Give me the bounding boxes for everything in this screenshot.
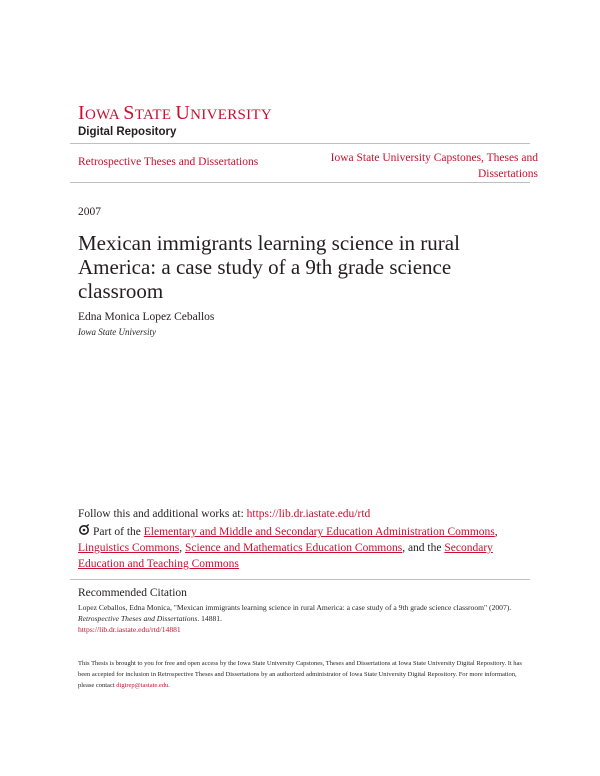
citation-url-link[interactable]: https://lib.dr.iastate.edu/rtd/14881: [78, 625, 181, 634]
commons-link-science-math-education[interactable]: Science and Mathematics Education Commons: [185, 542, 403, 554]
commons-link-education-administration[interactable]: Elementary and Middle and Secondary Education Administration Commons: [143, 526, 495, 538]
open-access-icon: [78, 524, 90, 536]
citation-body: [78, 602, 528, 635]
collection-link-retrospective[interactable]: Retrospective Theses and Dissertations: [78, 156, 259, 168]
logo-letter: S: [123, 102, 135, 124]
logo-smallcaps: NIVERSITY: [190, 107, 273, 123]
author-affiliation: Iowa State University: [78, 327, 156, 337]
follow-url-link[interactable]: https://lib.dr.iastate.edu/rtd: [246, 508, 371, 520]
follow-label: Follow this and additional works at:: [78, 508, 247, 520]
logo-letter: I: [78, 102, 85, 124]
footer-end: .: [168, 682, 170, 689]
contact-email-link[interactable]: digirep@iastate.edu: [116, 682, 169, 689]
header-bottom-divider: [70, 182, 530, 183]
publication-year: 2007: [78, 206, 101, 218]
citation-text-end: . 14881.: [197, 614, 222, 623]
citation-heading: Recommended Citation: [78, 587, 187, 599]
follow-line: [78, 508, 370, 520]
logo-smallcaps: OWA: [84, 107, 124, 123]
commons-link-secondary-education[interactable]: Secondary Education and Teaching Commons: [78, 542, 493, 570]
document-title: Mexican immigrants learning science in rural America: a case study of a 9th grade science classroom: [78, 231, 460, 303]
separator: ,: [494, 526, 498, 538]
logo-smallcaps: TATE: [134, 107, 176, 123]
header-top-divider: [70, 143, 530, 144]
collection-link-capstones[interactable]: Iowa State University Capstones, Theses and Dissertations: [330, 152, 538, 180]
part-of-commons: [78, 524, 498, 572]
iowa-state-logo[interactable]: [78, 103, 272, 139]
citation-divider: [70, 579, 530, 580]
author-name: Edna Monica Lopez Ceballos: [78, 311, 215, 323]
footer-text: This Thesis is brought to you for free and open access by the Iowa State University Capstones, Theses and Dissertations at Iowa State University Digital Repository. It has been accepted for inclusion in Retrospective Theses and Dissertations by an authorized administrator of Iowa State University Digital Repository. For more information, please contact: [78, 660, 522, 689]
separator: ,: [179, 542, 186, 554]
citation-series: Retrospective Theses and Dissertations: [78, 614, 198, 623]
logo-subtitle: Digital Repository: [78, 126, 177, 138]
citation-text: Lopez Ceballos, Edna Monica, "Mexican immigrants learning science in rural America: a case study of a 9th grade science classroom" (2007).: [78, 603, 512, 612]
part-of-prefix: Part of the: [93, 526, 144, 538]
logo-wordmark: [78, 103, 272, 125]
footer-notice: [78, 658, 528, 691]
commons-link-linguistics[interactable]: Linguistics Commons: [78, 542, 180, 554]
separator: , and the: [402, 542, 445, 554]
logo-letter: U: [175, 102, 191, 124]
